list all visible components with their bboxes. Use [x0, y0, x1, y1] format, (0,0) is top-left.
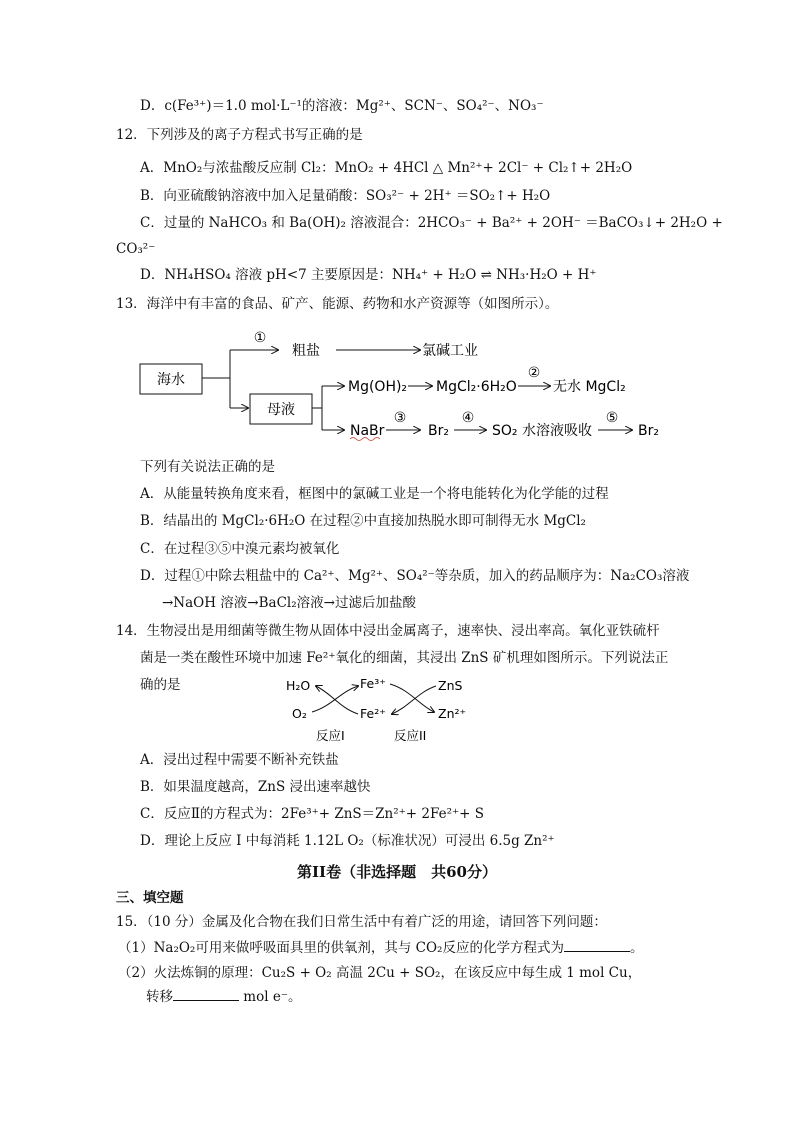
answer-blank-1[interactable]	[564, 939, 630, 952]
q12-option-b: B．向亚硫酸钠溶液中加入足量硝酸：SO₃²⁻ + 2H⁺ ＝SO₂↑+ H₂O	[140, 188, 551, 204]
q13-stem: 13．海洋中有丰富的食品、矿产、能源、药物和水产资源等（如图所示）。	[116, 296, 559, 312]
h2o-label: H₂O	[286, 678, 311, 693]
q14-line-3: 确的是	[140, 677, 181, 693]
reaction-2-label: 反应II	[394, 728, 427, 743]
q15-part-2-cont	[146, 988, 301, 1006]
so2-absorb-label: SO₂ 水溶液吸收	[492, 423, 592, 439]
fe3-label: Fe³⁺	[360, 676, 386, 691]
bioleaching-mechanism-diagram	[280, 672, 480, 744]
q14-option-d: D．理论上反应 I 中每消耗 1.12L O₂（标准状况）可浸出 6.5g Zn²⁺	[140, 833, 555, 849]
q15-part-1-end: 。	[629, 940, 644, 956]
o2-label: O₂	[292, 706, 307, 721]
step-1-label: ①	[253, 330, 267, 346]
q14-line-2: 菌是一类在酸性环境中加速 Fe²⁺氧化的细菌，其浸出 ZnS 矿机理如图所示。下列说法正	[140, 650, 669, 666]
mgoh2-label: Mg(OH)₂	[348, 379, 408, 395]
q13-option-b: B．结晶出的 MgCl₂·6H₂O 在过程②中直接加热脱水即可制得无水 MgCl₂	[140, 513, 586, 529]
reaction-1-label: 反应I	[316, 728, 345, 743]
q15-part-1	[118, 939, 643, 957]
q13-option-a: A．从能量转换角度来看，框图中的氯碱工业是一个将电能转化为化学能的过程	[140, 486, 609, 502]
chlor-alkali-label: 氯碱工业	[422, 343, 478, 359]
anhydrous-mgcl2-label: 无水 MgCl₂	[553, 379, 626, 395]
q15-part-1-text: （1）Na₂O₂可用来做呼吸面具里的供氧剂，其与 CO₂反应的化学方程式为	[118, 940, 564, 956]
q15-part-2-post: mol e⁻。	[239, 989, 302, 1005]
q13-option-d: D．过程①中除去粗盐中的 Ca²⁺、Mg²⁺、SO₄²⁻等杂质，加入的药品顺序为：Na₂CO₃溶液	[140, 568, 690, 584]
q15-part-2: （2）火法炼铜的原理：Cu₂S + O₂ 高温 2Cu + SO₂，在该反应中每生成 1 mol Cu，	[118, 965, 642, 981]
step-3-label: ③	[393, 410, 407, 426]
q14-option-a: A．浸出过程中需要不断补充铁盐	[140, 752, 339, 768]
q14-option-c: C．反应Ⅱ的方程式为：2Fe³⁺+ ZnS＝Zn²⁺+ 2Fe²⁺+ S	[140, 806, 484, 822]
seawater-label: 海水	[157, 372, 185, 388]
q13-option-d-cont: →NaOH 溶液→BaCl₂溶液→过滤后加盐酸	[162, 595, 416, 611]
crude-salt-label: 粗盐	[292, 343, 320, 359]
part-2-heading: 第II卷（非选择题 共60分）	[297, 863, 497, 881]
q14-option-b: B．如果温度越高，ZnS 浸出速率越快	[140, 779, 371, 795]
answer-blank-2[interactable]	[173, 988, 239, 1001]
step-4-label: ④	[461, 410, 475, 426]
nabr-label: NaBr	[350, 423, 385, 439]
fe2-label: Fe²⁺	[360, 706, 386, 721]
seawater-flow-diagram	[130, 326, 690, 450]
q12-option-d: D．NH₄HSO₄ 溶液 pH<7 主要原因是：NH₄⁺ + H₂O ⇌ NH₃·H₂O + H⁺	[140, 267, 597, 283]
q12-option-c-cont: CO₃²⁻	[116, 241, 156, 257]
mgcl2-hydrate-label: MgCl₂·6H₂O	[436, 379, 517, 395]
mother-liquor-label: 母液	[267, 402, 295, 418]
zn2-label: Zn²⁺	[438, 706, 467, 721]
zns-label: ZnS	[438, 678, 463, 693]
q12-option-c: C．过量的 NaHCO₃ 和 Ba(OH)₂ 溶液混合：2HCO₃⁻ + Ba²⁺ + 2OH⁻ ＝BaCO₃↓+ 2H₂O +	[140, 215, 723, 231]
q14-line-1: 14．生物浸出是用细菌等微生物从固体中浸出金属离子，速率快、浸出率高。氧化亚铁硫杆	[116, 623, 660, 639]
q12-stem: 12．下列涉及的离子方程式书写正确的是	[116, 127, 363, 143]
q13-option-c: C．在过程③⑤中溴元素均被氧化	[140, 541, 340, 557]
q15-part-2-pre: 转移	[146, 989, 173, 1005]
q15-stem: 15．（10 分）金属及化合物在我们日常生活中有着广泛的用途，请回答下列问题：	[116, 914, 607, 930]
br2-label-b: Br₂	[638, 423, 659, 439]
br2-label-a: Br₂	[428, 423, 449, 439]
section-3-heading: 三、填空题	[116, 890, 184, 906]
q11-option-d: D．c(Fe³⁺)＝1.0 mol·L⁻¹的溶液：Mg²⁺、SCN⁻、SO₄²⁻、NO₃⁻	[140, 98, 544, 114]
step-2-label: ②	[527, 365, 541, 381]
q13-sub: 下列有关说法正确的是	[140, 459, 275, 475]
step-5-label: ⑤	[605, 410, 619, 426]
q12-option-a: A．MnO₂与浓盐酸反应制 Cl₂：MnO₂ + 4HCl △ Mn²⁺+ 2Cl⁻ + Cl₂↑+ 2H₂O	[140, 160, 633, 176]
